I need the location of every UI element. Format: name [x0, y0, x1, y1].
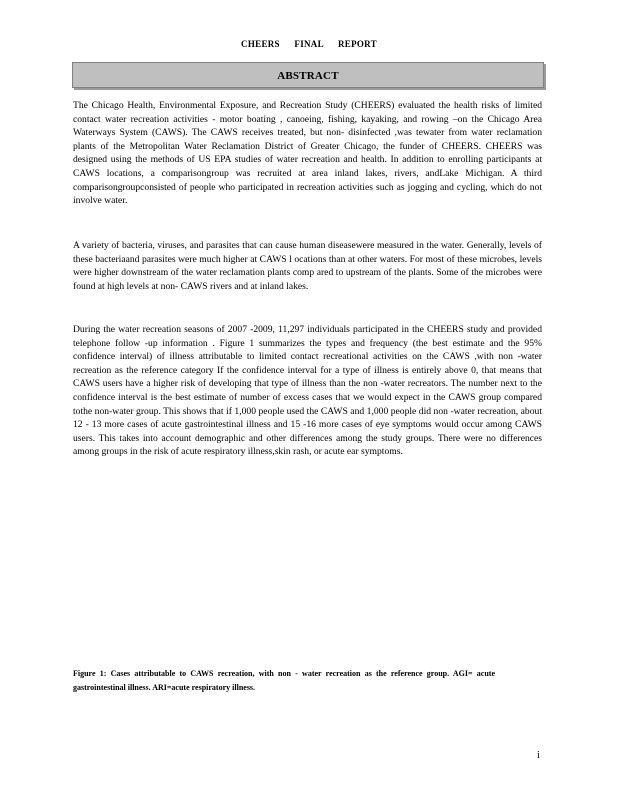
section-title-bar	[72, 62, 544, 88]
abstract-paragraph: The Chicago Health, Environmental Exposure, and Recreation Study (CHEERS) evaluated the health risks of limited contact water recreation activities - motor boating , canoeing, fishing, kayaking, and rowing –on the Chicago Area Waterways System (CAWS). The CAWS receives treated, but non- disinfected ,was tewater from water reclamation plants of the Metropolitan Water Reclamation District of Greater Chicago, the funder of CHEERS. CHEERS was designed using the methods of US EPA studies of water recreation and health. In addition to enrolling participants at CAWS locations, a comparisongroup was recruited at area inland lakes, rivers, andLake Michigan. A third comparisongroupconsisted of people who participated in recreation activities such as jogging and cycling, which do not involve water.	[73, 100, 542, 207]
section-title: ABSTRACT	[277, 70, 339, 82]
abstract-paragraph: During the water recreation seasons of 2007 -2009, 11,297 individuals participated in the CHEERS study and provided telephone follow -up information . Figure 1 summarizes the types and frequency (the best estimate and the 95% confidence interval) of illness attributable to limited contact recreational activities on the CAWS ,with non -water recreation as the reference category If the confidence interval for a type of illness is entirely above 0, that means that CAWS users have a higher risk of developing that type of illness than the non -water recreators. The number next to the confidence interval is the best estimate of number of excess cases that we would expect in the CAWS group compared tothe non-water group. This shows that if 1,000 people used the CAWS and 1,000 people did non -water recreation, about 12 - 13 more cases of acute gastrointestinal illness and 15 -16 more cases of eye symptoms would occur among CAWS users. This takes into account demographic and other differences among the study groups. There were no differences among groups in the risk of acute respiratory illness,skin rash, or acute ear symptoms.	[73, 324, 542, 458]
running-header: CHEERS FINAL REPORT	[241, 39, 377, 49]
abstract-paragraph: A variety of bacteria, viruses, and parasites that can cause human diseasewere measured in the water. Generally, levels of these bacteriaand parasites were much higher at CAWS l ocations than at other waters. For most of these microbes, levels were higher downstream of the water reclamation plants comp ared to upstream of the plants. Some of the microbes were found at high levels at non- CAWS rivers and at inland lakes.	[73, 240, 542, 292]
figure-caption: Figure 1: Cases attributable to CAWS recreation, with non - water recreation as the reference group. AGI= acute gastrointestinal illness. ARI=acute respiratory illness.	[73, 669, 495, 692]
page-number: i	[537, 750, 540, 761]
